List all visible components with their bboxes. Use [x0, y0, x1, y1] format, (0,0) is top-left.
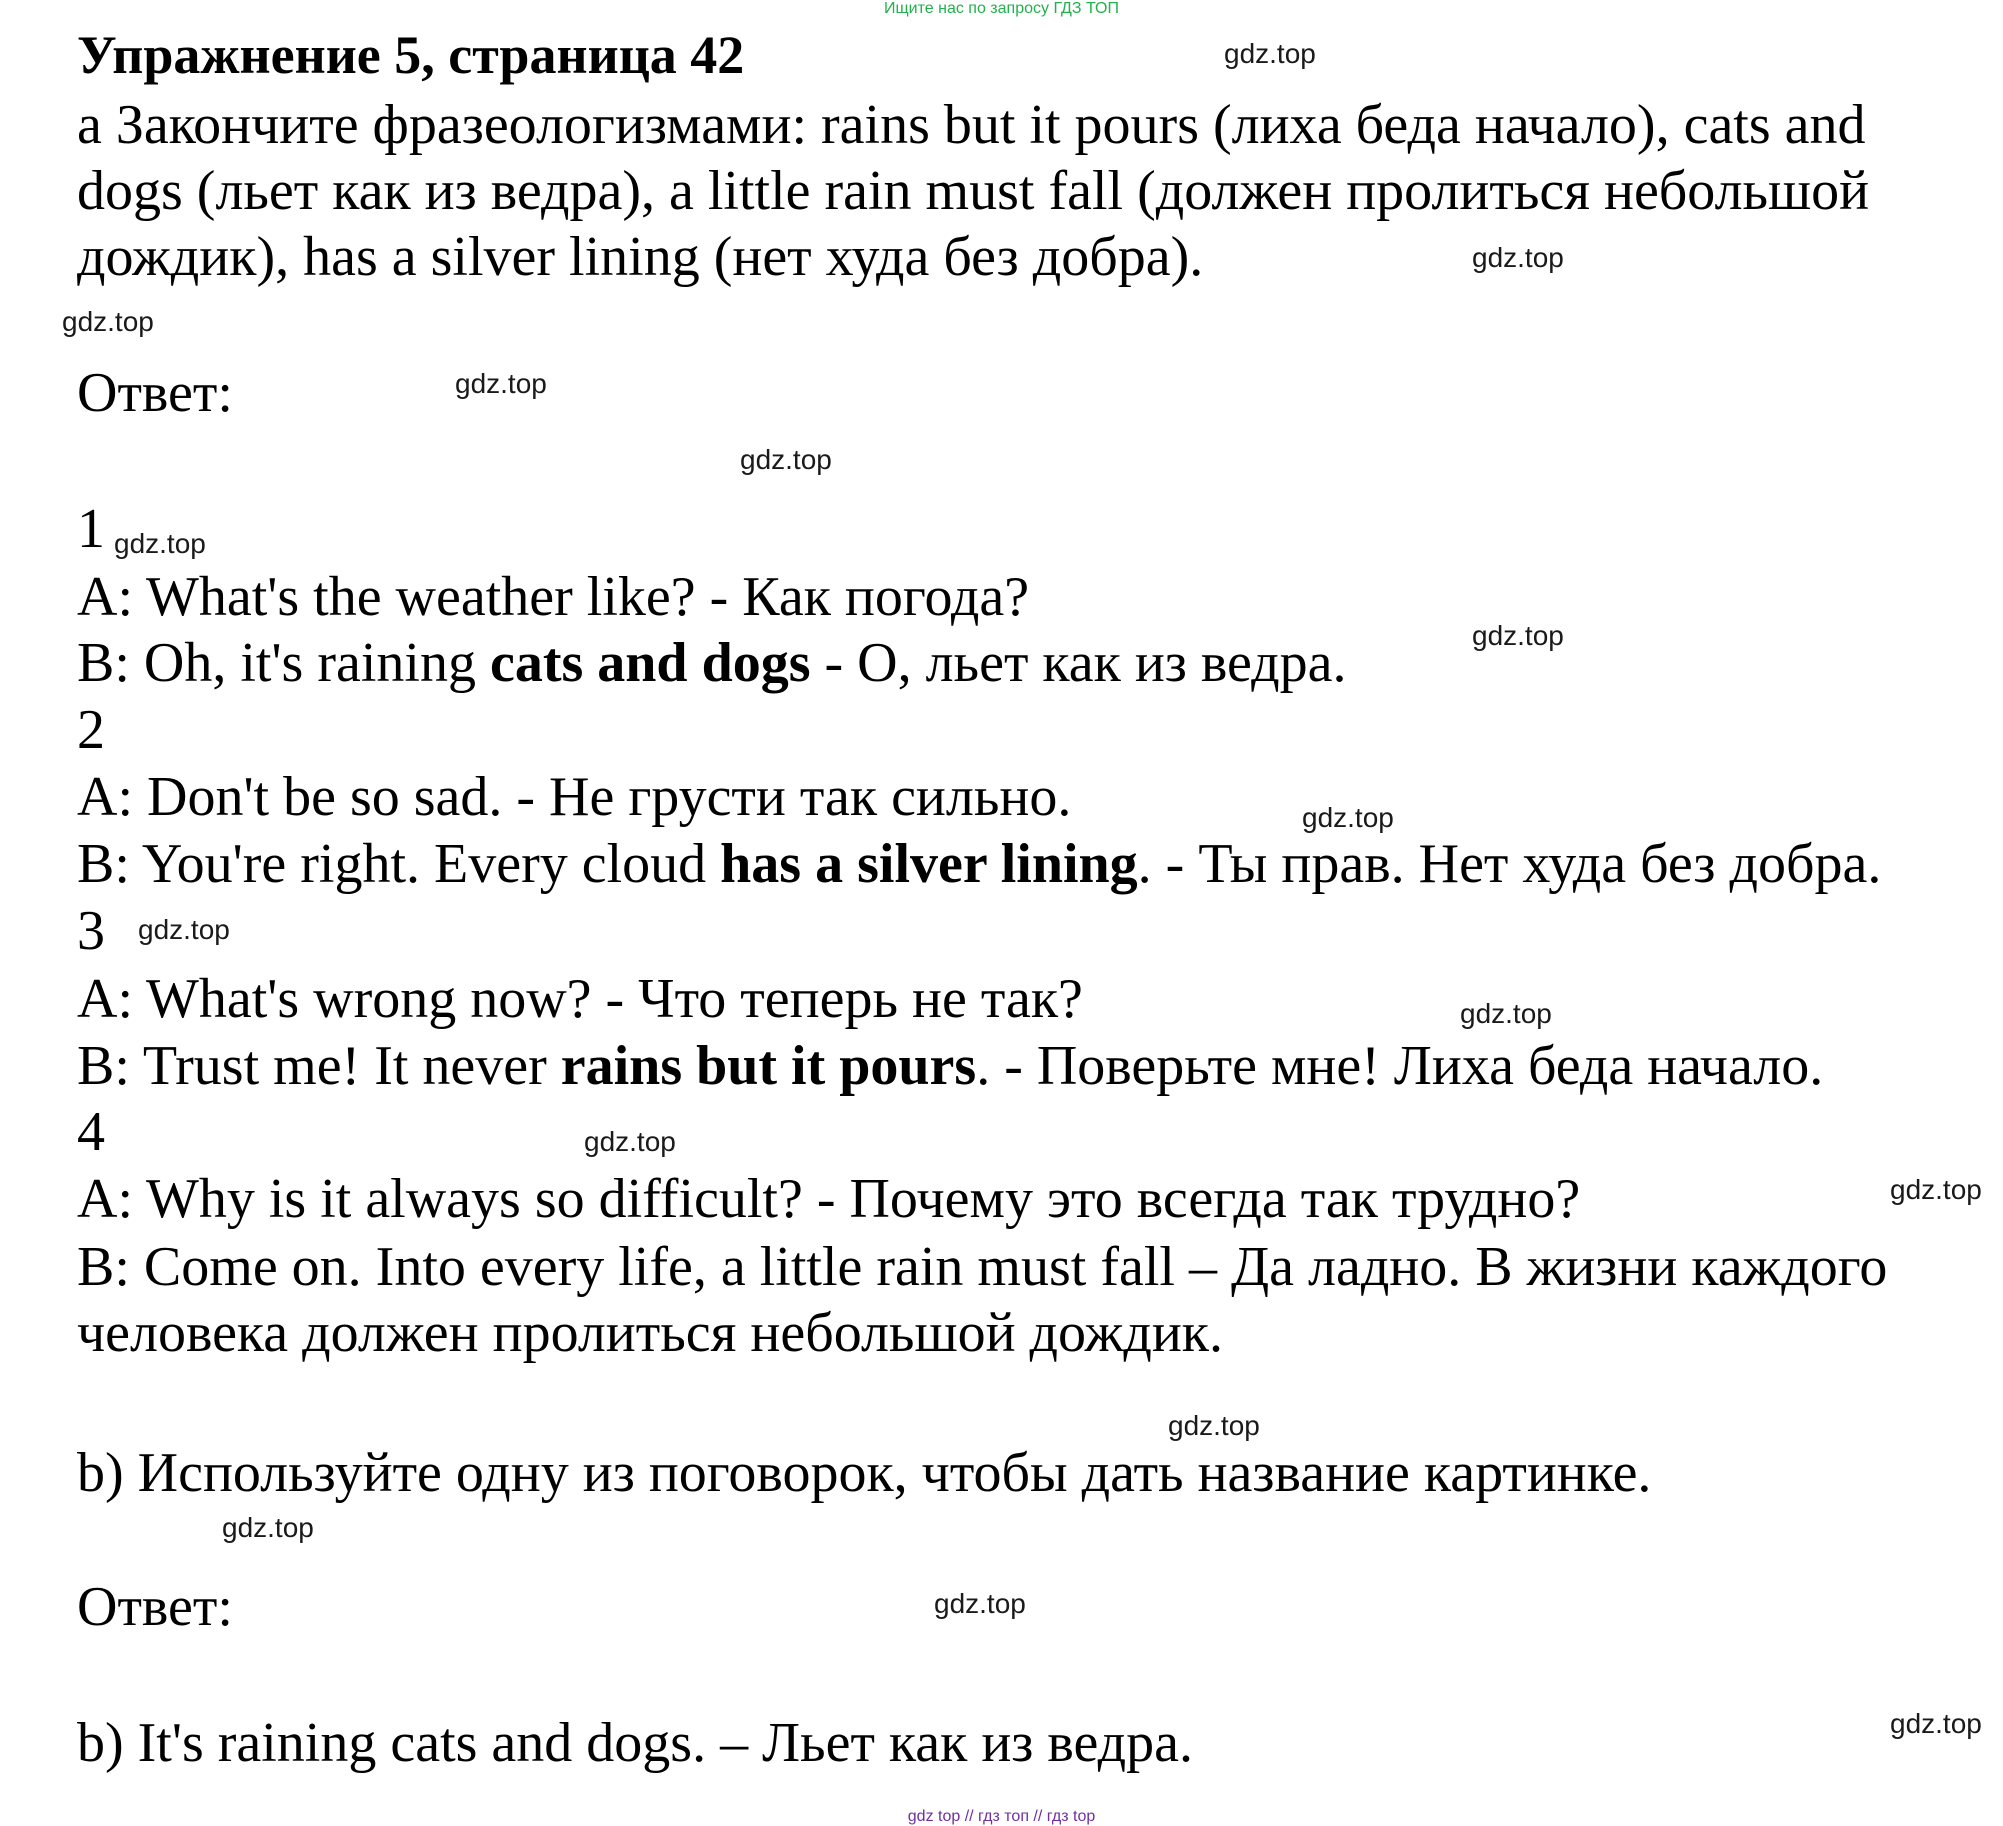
watermark: gdz.top [740, 444, 832, 475]
answer-label-a: Ответ: [77, 362, 233, 424]
dialog-1-b-prefix: B: Oh, it's raining [77, 632, 490, 694]
dialog-3-b-suffix: . - Поверьте мне! Лиха беда начало. [976, 1035, 1824, 1097]
watermark: gdz.top [455, 368, 547, 399]
dialog-1-line-a: A: What's the weather like? - Как погода? [77, 566, 1030, 628]
task-a-line-3: дождик), has a silver lining (нет худа без добра). [77, 226, 1204, 288]
bottom-banner: gdz top // гдз топ // гдз top [907, 1808, 1096, 1825]
watermark: gdz.top [62, 306, 154, 337]
dialog-2-b-suffix: . - Ты прав. Нет худа без добра. [1137, 833, 1882, 895]
dialog-1-b-suffix: - О, льет как из ведра. [810, 632, 1347, 694]
page-title: Упражнение 5, страница 42 [77, 25, 745, 85]
watermark: gdz.top [1168, 1410, 1260, 1441]
dialog-2-b-prefix: B: You're right. Every cloud [77, 833, 721, 895]
dialog-2-number: 2 [77, 699, 105, 761]
dialog-4-line-a: A: Why is it always so difficult? - Почему это всегда так трудно? [77, 1168, 1581, 1230]
answer-b: b) It's raining cats and dogs. – Льет как из ведра. [77, 1712, 1194, 1774]
dialog-4-line-b-2: человека должен пролиться небольшой дождик. [77, 1302, 1224, 1364]
dialog-4-number: 4 [77, 1101, 105, 1163]
task-b: b) Используйте одну из поговорок, чтобы дать название картинке. [77, 1442, 1652, 1504]
watermark: gdz.top [222, 1512, 314, 1543]
watermark: gdz.top [1890, 1708, 1982, 1739]
dialog-1-line-b [77, 630, 1347, 696]
dialog-3-idiom: rains but it pours [560, 1035, 977, 1097]
watermark: gdz.top [584, 1126, 676, 1157]
watermark: gdz.top [1890, 1174, 1982, 1205]
answer-label-b: Ответ: [77, 1576, 233, 1638]
watermark: gdz.top [138, 914, 230, 945]
watermark: gdz.top [1224, 38, 1316, 69]
dialog-2-line-a: A: Don't be so sad. - Не грусти так сильно. [77, 766, 1072, 828]
dialog-3-number: 3 [77, 900, 105, 962]
dialog-1-idiom: cats and dogs [489, 632, 811, 694]
dialog-2-idiom: has a silver lining [720, 833, 1138, 895]
watermark: gdz.top [1302, 802, 1394, 833]
dialog-1-number: 1 [77, 498, 105, 560]
watermark: gdz.top [114, 528, 206, 559]
watermark: gdz.top [934, 1588, 1026, 1619]
dialog-2-line-b [77, 831, 1881, 897]
watermark: gdz.top [1460, 998, 1552, 1029]
watermark: gdz.top [1472, 242, 1564, 273]
task-a-line-2: dogs (льет как из ведра), a little rain must fall (должен пролиться небольшой [77, 160, 1870, 222]
dialog-4-line-b-1: B: Come on. Into every life, a little rain must fall – Да ладно. В жизни каждого [77, 1236, 1888, 1298]
dialog-3-line-a: A: What's wrong now? - Что теперь не так? [77, 968, 1083, 1030]
top-banner: Ищите нас по запросу ГДЗ ТОП [884, 0, 1119, 17]
watermark: gdz.top [1472, 620, 1564, 651]
dialog-3-b-prefix: B: Trust me! It never [77, 1035, 561, 1097]
task-a-line-1: a Закончите фразеологизмами: rains but it pours (лиха беда начало), cats and [77, 94, 1866, 156]
dialog-3-line-b [77, 1033, 1823, 1099]
